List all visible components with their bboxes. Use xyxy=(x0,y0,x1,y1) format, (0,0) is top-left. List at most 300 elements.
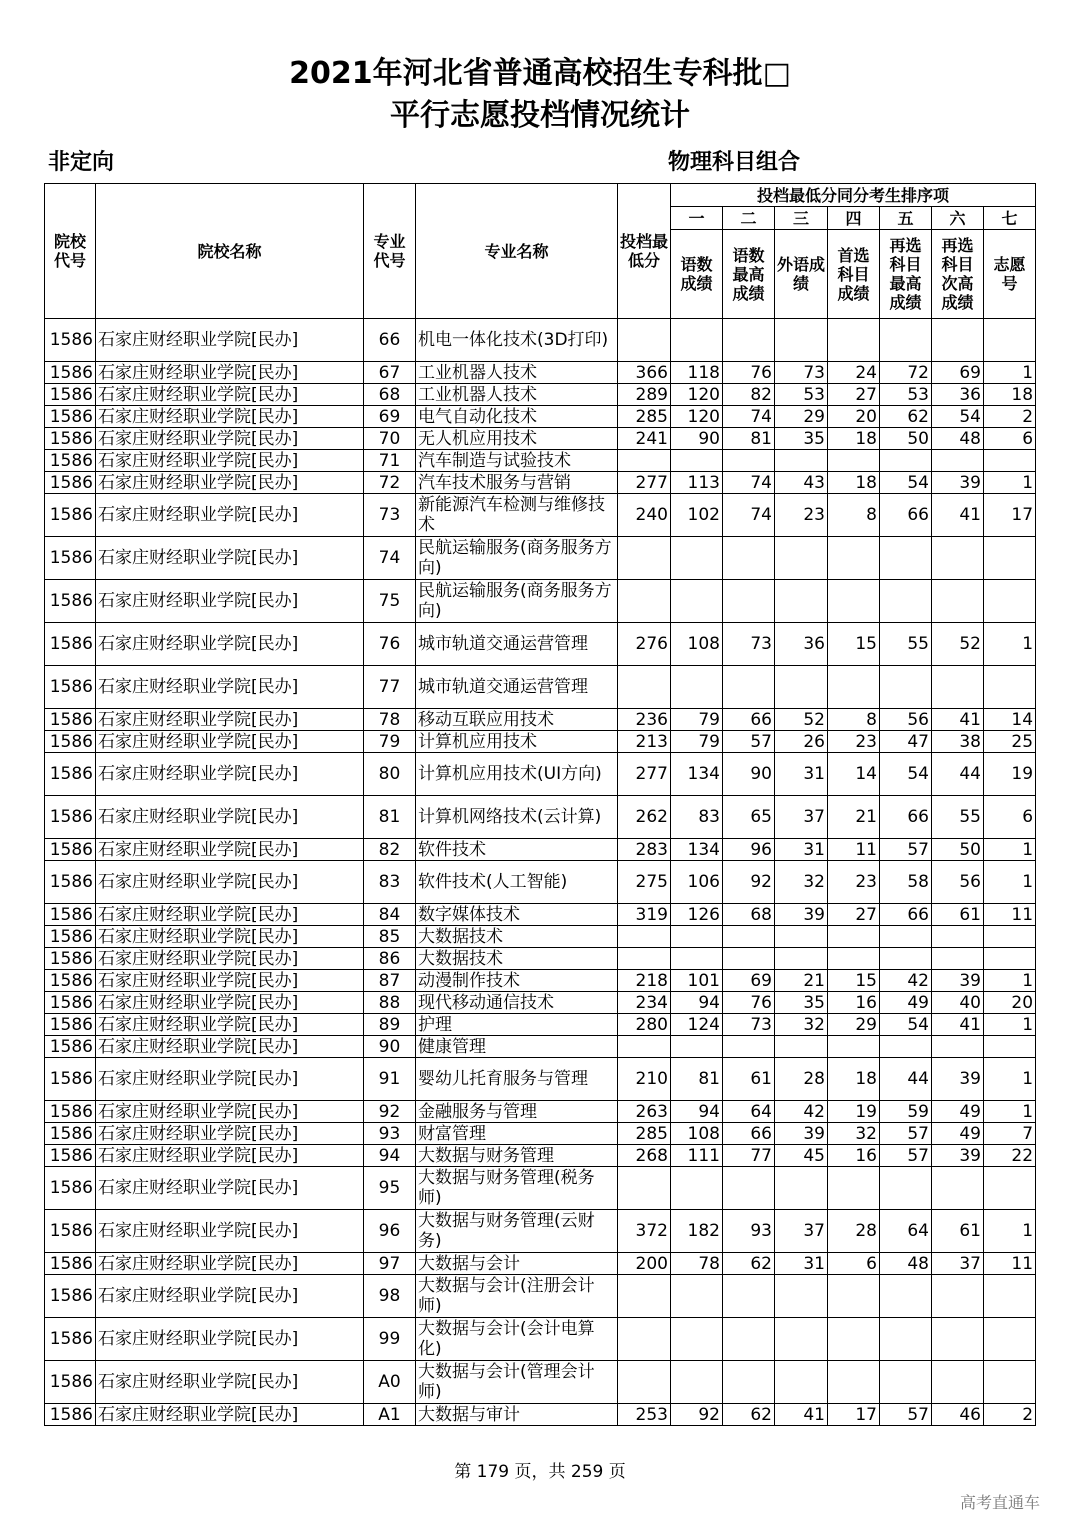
score-cell: 68 xyxy=(723,904,775,926)
score-cell: 32 xyxy=(775,1014,828,1036)
score-cell: 72 xyxy=(880,362,932,384)
score-cell: 79 xyxy=(671,731,723,753)
score-cell xyxy=(775,926,828,948)
score-cell: 31 xyxy=(775,1253,828,1275)
header-tiebreak-col: 首选科目成绩 xyxy=(828,230,880,319)
score-cell xyxy=(828,1036,880,1058)
score-cell: 76 xyxy=(723,362,775,384)
major-code-cell: 84 xyxy=(364,904,416,926)
school-name-cell: 石家庄财经职业学院[民办] xyxy=(96,362,364,384)
score-cell xyxy=(932,948,984,970)
school-name-cell: 石家庄财经职业学院[民办] xyxy=(96,970,364,992)
major-code-cell: 96 xyxy=(364,1210,416,1253)
score-cell: 44 xyxy=(932,753,984,796)
score-cell xyxy=(671,450,723,472)
score-cell: 28 xyxy=(775,1058,828,1101)
score-cell xyxy=(828,926,880,948)
score-cell xyxy=(880,319,932,362)
header-rank: 三 xyxy=(775,207,828,230)
score-cell xyxy=(828,1275,880,1318)
score-cell: 16 xyxy=(828,992,880,1014)
major-code-cell: A1 xyxy=(364,1404,416,1426)
header-tiebreak-col: 再选科目最高成绩 xyxy=(880,230,932,319)
score-cell xyxy=(723,1318,775,1361)
score-cell xyxy=(775,1318,828,1361)
score-cell: 55 xyxy=(880,623,932,666)
major-name-cell: 大数据与会计(管理会计师) xyxy=(416,1361,618,1404)
score-cell xyxy=(932,537,984,580)
major-name-cell: 汽车制造与试验技术 xyxy=(416,450,618,472)
score-cell xyxy=(880,580,932,623)
category-label: 非定向 xyxy=(48,150,115,175)
min-score-cell: 285 xyxy=(618,1123,671,1145)
score-cell xyxy=(880,537,932,580)
min-score-cell: 280 xyxy=(618,1014,671,1036)
score-cell xyxy=(828,1318,880,1361)
score-cell xyxy=(671,926,723,948)
school-code-cell: 1586 xyxy=(45,384,96,406)
table-row xyxy=(45,666,1036,709)
school-code-cell: 1586 xyxy=(45,580,96,623)
score-cell: 120 xyxy=(671,406,723,428)
score-cell: 37 xyxy=(775,796,828,839)
school-name-cell: 石家庄财经职业学院[民办] xyxy=(96,1275,364,1318)
major-name-cell: 大数据与会计(注册会计师) xyxy=(416,1275,618,1318)
header-school-name: 院校名称 xyxy=(96,184,364,319)
score-cell xyxy=(828,948,880,970)
score-cell: 69 xyxy=(932,362,984,384)
score-cell: 65 xyxy=(723,796,775,839)
choice-number-cell: 2 xyxy=(984,406,1036,428)
choice-number-cell: 18 xyxy=(984,384,1036,406)
score-cell: 26 xyxy=(775,731,828,753)
school-code-cell: 1586 xyxy=(45,1361,96,1404)
score-cell: 74 xyxy=(723,494,775,537)
score-cell: 118 xyxy=(671,362,723,384)
school-code-cell: 1586 xyxy=(45,1123,96,1145)
choice-number-cell: 1 xyxy=(984,362,1036,384)
major-code-cell: 90 xyxy=(364,1036,416,1058)
table-row xyxy=(45,753,1036,796)
table-row xyxy=(45,731,1036,753)
score-cell: 66 xyxy=(880,904,932,926)
score-cell: 57 xyxy=(880,1145,932,1167)
school-code-cell: 1586 xyxy=(45,428,96,450)
choice-number-cell: 25 xyxy=(984,731,1036,753)
score-cell: 47 xyxy=(880,731,932,753)
major-code-cell: 75 xyxy=(364,580,416,623)
choice-number-cell: 22 xyxy=(984,1145,1036,1167)
score-cell: 57 xyxy=(880,1123,932,1145)
school-code-cell: 1586 xyxy=(45,1275,96,1318)
score-cell: 48 xyxy=(932,428,984,450)
school-code-cell: 1586 xyxy=(45,1145,96,1167)
school-code-cell: 1586 xyxy=(45,753,96,796)
score-cell: 79 xyxy=(671,709,723,731)
score-cell: 41 xyxy=(932,494,984,537)
table-row xyxy=(45,861,1036,904)
table-row xyxy=(45,450,1036,472)
major-name-cell: 健康管理 xyxy=(416,1036,618,1058)
school-name-cell: 石家庄财经职业学院[民办] xyxy=(96,472,364,494)
header-rank: 七 xyxy=(984,207,1036,230)
min-score-cell: 268 xyxy=(618,1145,671,1167)
score-cell: 120 xyxy=(671,384,723,406)
major-name-cell: 数字媒体技术 xyxy=(416,904,618,926)
choice-number-cell xyxy=(984,948,1036,970)
score-cell xyxy=(932,450,984,472)
school-code-cell: 1586 xyxy=(45,1014,96,1036)
score-cell xyxy=(932,580,984,623)
school-code-cell: 1586 xyxy=(45,926,96,948)
school-code-cell: 1586 xyxy=(45,970,96,992)
school-code-cell: 1586 xyxy=(45,1036,96,1058)
score-cell xyxy=(671,948,723,970)
page-title: 2021年河北省普通高校招生专科批□ xyxy=(289,56,791,91)
score-cell: 56 xyxy=(880,709,932,731)
choice-number-cell: 1 xyxy=(984,472,1036,494)
score-cell: 18 xyxy=(828,472,880,494)
school-code-cell: 1586 xyxy=(45,839,96,861)
table-row xyxy=(45,537,1036,580)
school-code-cell: 1586 xyxy=(45,796,96,839)
score-cell: 54 xyxy=(880,472,932,494)
school-name-cell: 石家庄财经职业学院[民办] xyxy=(96,1253,364,1275)
school-name-cell: 石家庄财经职业学院[民办] xyxy=(96,406,364,428)
choice-number-cell: 1 xyxy=(984,1058,1036,1101)
major-code-cell: 89 xyxy=(364,1014,416,1036)
major-name-cell: 汽车技术服务与营销 xyxy=(416,472,618,494)
score-cell: 41 xyxy=(932,709,984,731)
score-cell: 37 xyxy=(932,1253,984,1275)
score-cell: 52 xyxy=(932,623,984,666)
min-score-cell xyxy=(618,1036,671,1058)
header-min-score: 投档最低分 xyxy=(618,184,671,319)
score-cell: 93 xyxy=(723,1210,775,1253)
score-cell xyxy=(671,666,723,709)
score-cell: 23 xyxy=(828,861,880,904)
score-cell: 56 xyxy=(932,861,984,904)
min-score-cell xyxy=(618,1318,671,1361)
school-name-cell: 石家庄财经职业学院[民办] xyxy=(96,1014,364,1036)
score-cell: 27 xyxy=(828,384,880,406)
score-cell: 62 xyxy=(723,1404,775,1426)
major-code-cell: 81 xyxy=(364,796,416,839)
score-cell: 15 xyxy=(828,623,880,666)
score-cell: 66 xyxy=(723,1123,775,1145)
school-code-cell: 1586 xyxy=(45,494,96,537)
major-name-cell: 大数据与财务管理 xyxy=(416,1145,618,1167)
score-cell xyxy=(880,1167,932,1210)
header-tiebreak-col: 语数成绩 xyxy=(671,230,723,319)
score-cell: 66 xyxy=(880,796,932,839)
score-cell xyxy=(932,319,984,362)
score-cell: 23 xyxy=(775,494,828,537)
score-cell: 53 xyxy=(775,384,828,406)
school-code-cell: 1586 xyxy=(45,623,96,666)
major-code-cell: 80 xyxy=(364,753,416,796)
score-cell xyxy=(723,319,775,362)
score-cell xyxy=(932,666,984,709)
school-name-cell: 石家庄财经职业学院[民办] xyxy=(96,1123,364,1145)
score-cell xyxy=(723,926,775,948)
school-code-cell: 1586 xyxy=(45,904,96,926)
score-cell: 108 xyxy=(671,623,723,666)
score-cell: 6 xyxy=(828,1253,880,1275)
score-cell xyxy=(880,1275,932,1318)
score-cell: 41 xyxy=(775,1404,828,1426)
choice-number-cell: 20 xyxy=(984,992,1036,1014)
min-score-cell: 241 xyxy=(618,428,671,450)
school-name-cell: 石家庄财经职业学院[民办] xyxy=(96,992,364,1014)
school-code-cell: 1586 xyxy=(45,472,96,494)
score-cell: 108 xyxy=(671,1123,723,1145)
major-name-cell: 计算机应用技术(UI方向) xyxy=(416,753,618,796)
table-row xyxy=(45,926,1036,948)
min-score-cell xyxy=(618,319,671,362)
score-cell: 36 xyxy=(775,623,828,666)
school-name-cell: 石家庄财经职业学院[民办] xyxy=(96,537,364,580)
header-rank: 六 xyxy=(932,207,984,230)
score-cell: 21 xyxy=(775,970,828,992)
score-cell: 38 xyxy=(932,731,984,753)
table-row xyxy=(45,1275,1036,1318)
school-name-cell: 石家庄财经职业学院[民办] xyxy=(96,580,364,623)
score-cell: 76 xyxy=(723,992,775,1014)
major-name-cell: 大数据技术 xyxy=(416,926,618,948)
min-score-cell xyxy=(618,926,671,948)
school-name-cell: 石家庄财经职业学院[民办] xyxy=(96,1404,364,1426)
score-cell: 69 xyxy=(723,970,775,992)
major-code-cell: 79 xyxy=(364,731,416,753)
choice-number-cell xyxy=(984,926,1036,948)
score-cell: 54 xyxy=(880,1014,932,1036)
score-cell xyxy=(775,1167,828,1210)
score-cell: 32 xyxy=(828,1123,880,1145)
major-code-cell: 95 xyxy=(364,1167,416,1210)
choice-number-cell xyxy=(984,1318,1036,1361)
score-cell: 21 xyxy=(828,796,880,839)
major-name-cell: 大数据与审计 xyxy=(416,1404,618,1426)
major-code-cell: 76 xyxy=(364,623,416,666)
score-cell xyxy=(671,319,723,362)
school-name-cell: 石家庄财经职业学院[民办] xyxy=(96,1167,364,1210)
choice-number-cell xyxy=(984,1036,1036,1058)
header-tiebreak-col: 语数最高成绩 xyxy=(723,230,775,319)
score-cell: 126 xyxy=(671,904,723,926)
school-name-cell: 石家庄财经职业学院[民办] xyxy=(96,1210,364,1253)
score-cell: 44 xyxy=(880,1058,932,1101)
score-cell xyxy=(775,580,828,623)
school-name-cell: 石家庄财经职业学院[民办] xyxy=(96,1101,364,1123)
school-name-cell: 石家庄财经职业学院[民办] xyxy=(96,1036,364,1058)
school-name-cell: 石家庄财经职业学院[民办] xyxy=(96,753,364,796)
school-code-cell: 1586 xyxy=(45,537,96,580)
table-row xyxy=(45,384,1036,406)
choice-number-cell: 11 xyxy=(984,904,1036,926)
major-name-cell: 软件技术 xyxy=(416,839,618,861)
score-cell: 18 xyxy=(828,428,880,450)
school-name-cell: 石家庄财经职业学院[民办] xyxy=(96,926,364,948)
major-name-cell: 机电一体化技术(3D打印) xyxy=(416,319,618,362)
score-cell xyxy=(671,1361,723,1404)
table-row xyxy=(45,623,1036,666)
min-score-cell xyxy=(618,450,671,472)
score-cell: 111 xyxy=(671,1145,723,1167)
score-cell: 20 xyxy=(828,406,880,428)
major-name-cell: 城市轨道交通运营管理 xyxy=(416,623,618,666)
score-cell: 50 xyxy=(880,428,932,450)
min-score-cell: 372 xyxy=(618,1210,671,1253)
min-score-cell: 289 xyxy=(618,384,671,406)
score-cell xyxy=(932,1275,984,1318)
table-row xyxy=(45,839,1036,861)
score-cell: 39 xyxy=(932,970,984,992)
table-row xyxy=(45,1318,1036,1361)
score-cell: 53 xyxy=(880,384,932,406)
choice-number-cell: 1 xyxy=(984,839,1036,861)
major-code-cell: 87 xyxy=(364,970,416,992)
min-score-cell xyxy=(618,666,671,709)
score-cell xyxy=(932,1036,984,1058)
major-code-cell: 74 xyxy=(364,537,416,580)
min-score-cell xyxy=(618,580,671,623)
table-row xyxy=(45,1123,1036,1145)
major-name-cell: 民航运输服务(商务服务方向) xyxy=(416,580,618,623)
header-major-code: 专业代号 xyxy=(364,184,416,319)
score-cell: 74 xyxy=(723,406,775,428)
school-code-cell: 1586 xyxy=(45,1101,96,1123)
score-cell: 19 xyxy=(828,1101,880,1123)
score-cell xyxy=(671,537,723,580)
table-row xyxy=(45,709,1036,731)
score-cell xyxy=(932,1167,984,1210)
score-cell: 42 xyxy=(775,1101,828,1123)
school-code-cell: 1586 xyxy=(45,1210,96,1253)
school-code-cell: 1586 xyxy=(45,1404,96,1426)
score-cell: 73 xyxy=(775,362,828,384)
min-score-cell: 366 xyxy=(618,362,671,384)
major-code-cell: 68 xyxy=(364,384,416,406)
choice-number-cell: 14 xyxy=(984,709,1036,731)
school-name-cell: 石家庄财经职业学院[民办] xyxy=(96,1318,364,1361)
score-cell: 101 xyxy=(671,970,723,992)
table-row xyxy=(45,428,1036,450)
score-cell: 11 xyxy=(828,839,880,861)
min-score-cell: 253 xyxy=(618,1404,671,1426)
score-cell xyxy=(775,1361,828,1404)
score-cell xyxy=(775,1275,828,1318)
table-row xyxy=(45,362,1036,384)
header-major-name: 专业名称 xyxy=(416,184,618,319)
major-code-cell: 78 xyxy=(364,709,416,731)
score-cell xyxy=(723,580,775,623)
table-row xyxy=(45,494,1036,537)
score-cell: 49 xyxy=(932,1101,984,1123)
score-cell: 31 xyxy=(775,753,828,796)
score-cell xyxy=(671,1167,723,1210)
school-code-cell: 1586 xyxy=(45,1167,96,1210)
major-name-cell: 婴幼儿托育服务与管理 xyxy=(416,1058,618,1101)
score-cell: 8 xyxy=(828,709,880,731)
score-cell: 81 xyxy=(671,1058,723,1101)
score-cell: 36 xyxy=(932,384,984,406)
major-name-cell: 民航运输服务(商务服务方向) xyxy=(416,537,618,580)
major-name-cell: 现代移动通信技术 xyxy=(416,992,618,1014)
score-cell: 49 xyxy=(880,992,932,1014)
major-name-cell: 护理 xyxy=(416,1014,618,1036)
score-cell xyxy=(775,319,828,362)
score-cell xyxy=(723,1275,775,1318)
score-cell xyxy=(723,450,775,472)
score-cell xyxy=(828,450,880,472)
major-code-cell: 77 xyxy=(364,666,416,709)
table-row xyxy=(45,1167,1036,1210)
score-cell: 74 xyxy=(723,472,775,494)
school-name-cell: 石家庄财经职业学院[民办] xyxy=(96,1145,364,1167)
score-cell: 50 xyxy=(932,839,984,861)
choice-number-cell: 19 xyxy=(984,753,1036,796)
major-name-cell: 动漫制作技术 xyxy=(416,970,618,992)
score-cell xyxy=(828,1361,880,1404)
score-cell: 40 xyxy=(932,992,984,1014)
score-cell xyxy=(828,580,880,623)
choice-number-cell xyxy=(984,319,1036,362)
score-cell: 29 xyxy=(775,406,828,428)
school-code-cell: 1586 xyxy=(45,731,96,753)
score-cell: 35 xyxy=(775,428,828,450)
major-code-cell: 82 xyxy=(364,839,416,861)
score-cell: 92 xyxy=(723,861,775,904)
major-code-cell: 67 xyxy=(364,362,416,384)
choice-number-cell xyxy=(984,450,1036,472)
score-cell: 64 xyxy=(880,1210,932,1253)
major-name-cell: 无人机应用技术 xyxy=(416,428,618,450)
choice-number-cell xyxy=(984,580,1036,623)
table-row xyxy=(45,1361,1036,1404)
header-rank: 一 xyxy=(671,207,723,230)
table-row xyxy=(45,796,1036,839)
choice-number-cell xyxy=(984,1275,1036,1318)
major-code-cell: 99 xyxy=(364,1318,416,1361)
table-row xyxy=(45,904,1036,926)
table-row xyxy=(45,1101,1036,1123)
school-code-cell: 1586 xyxy=(45,948,96,970)
school-name-cell: 石家庄财经职业学院[民办] xyxy=(96,904,364,926)
school-code-cell: 1586 xyxy=(45,1318,96,1361)
score-cell: 83 xyxy=(671,796,723,839)
score-cell: 61 xyxy=(932,1210,984,1253)
major-code-cell: 71 xyxy=(364,450,416,472)
score-cell: 17 xyxy=(828,1404,880,1426)
score-cell xyxy=(880,666,932,709)
score-cell: 77 xyxy=(723,1145,775,1167)
score-cell: 39 xyxy=(775,1123,828,1145)
score-cell: 54 xyxy=(932,406,984,428)
min-score-cell: 240 xyxy=(618,494,671,537)
score-cell: 61 xyxy=(723,1058,775,1101)
major-name-cell: 城市轨道交通运营管理 xyxy=(416,666,618,709)
major-code-cell: 88 xyxy=(364,992,416,1014)
score-cell xyxy=(880,1361,932,1404)
score-cell: 49 xyxy=(932,1123,984,1145)
table-row xyxy=(45,319,1036,362)
table-row xyxy=(45,992,1036,1014)
score-cell: 32 xyxy=(775,861,828,904)
school-name-cell: 石家庄财经职业学院[民办] xyxy=(96,494,364,537)
major-code-cell: 85 xyxy=(364,926,416,948)
score-cell: 29 xyxy=(828,1014,880,1036)
